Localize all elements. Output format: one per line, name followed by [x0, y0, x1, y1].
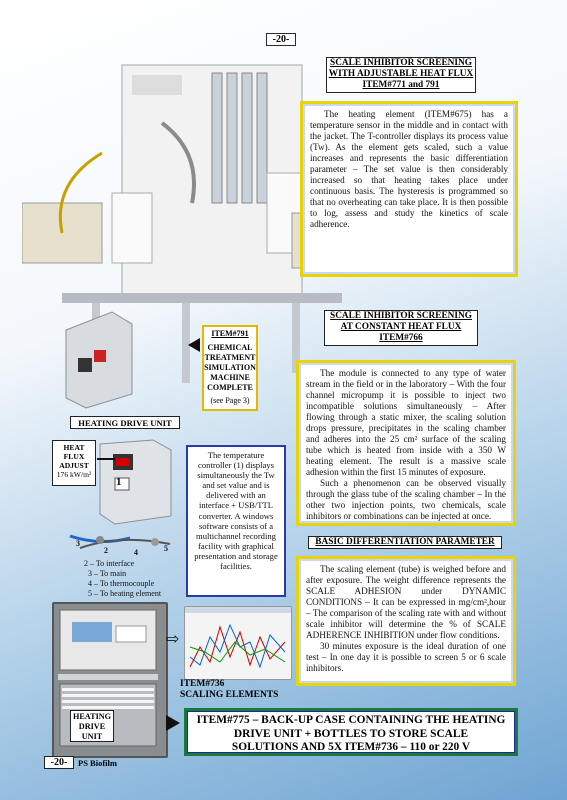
- section3-para2: 30 minutes exposure is the ideal duration of one test – In one day it is possible to screen 5 or 6 scale inhibitors.: [306, 641, 506, 673]
- page-number-top: -20-: [266, 33, 296, 46]
- section2-para1: The module is connected to any type of water stream in the field or in the laboratory – With the four channel micropump it is possible to inject two incompatible solutions simultaneously – After flowing through a static mixer, the scaling solution drops pressure, precipitates in the scaling chamber and adheres into the 25 cm² surface of the scaling tube which is heated from inside with a 350 W heating element. The result is a massive scale adhesion within the first 15 minutes of exposure.: [306, 368, 506, 477]
- connector-legend-4: 4 – To thermocouple: [88, 579, 155, 588]
- section2-title-line1: SCALE INHIBITOR SCREENING: [330, 311, 472, 321]
- section2-body-box: [296, 360, 516, 526]
- controller-text-box: [186, 445, 286, 597]
- section2-title-line3: ITEM#766: [379, 333, 423, 343]
- arrow-right-icon: ⇨: [166, 631, 180, 648]
- section3-body-box: [296, 556, 516, 686]
- section3-title: BASIC DIFFERENTIATION PARAMETER: [315, 537, 495, 547]
- item791-ref: (see Page 3): [210, 396, 250, 405]
- item775-line2: DRIVE UNIT + BOTTLES TO STORE SCALE: [233, 727, 469, 740]
- heat-flux-line1: HEAT: [63, 443, 85, 452]
- section1-title-line3: ITEM#771 and 791: [362, 80, 440, 90]
- section1-title-box: [326, 57, 476, 93]
- item791-line3: SIMULATION: [204, 363, 256, 372]
- connector-3-number: 3: [76, 539, 80, 548]
- controller-photo: [95, 436, 175, 526]
- item736-line1: ITEM#736: [180, 679, 225, 689]
- connector-2-number: 2: [104, 546, 108, 555]
- brand-footer: PS Biofilm: [78, 758, 117, 768]
- section2-para2: Such a phenomenon can be observed visually through the glass tube of the scaling chamber – In the other two injection points, two chemicals, scale inhibitors or combinations can be injected at once.: [306, 478, 506, 521]
- connector-legend-2: 2 – To interface: [84, 559, 135, 568]
- section3-title-box: [308, 536, 502, 549]
- connector-4-number: 4: [134, 548, 138, 557]
- section3-para1: The scaling element (tube) is weighed before and after exposure. The weight difference represents the SCALE ADHESION under DYNAMIC CONDITIONS – It can be expressed in mg/cm²,hour – The comparison of the scaling rate with and without scale inhibitor will determine the % of SCALE ADHERENCE INHIBITION under flow conditions.: [306, 564, 506, 640]
- heat-flux-box: [52, 440, 96, 486]
- software-chart-photo: [184, 606, 292, 680]
- page-number-bottom: -20-: [44, 756, 74, 769]
- item775-arrow-icon: [166, 715, 180, 731]
- item736-label: [180, 679, 278, 701]
- heat-flux-line3: ADJUST: [59, 461, 89, 470]
- item775-line3: SOLUTIONS AND 5X ITEM#736 – 110 or 220 V: [231, 741, 471, 753]
- section2-title-box: [324, 310, 478, 346]
- item791-arrow-icon: [188, 338, 200, 352]
- section1-title-line2: WITH ADJUSTABLE HEAT FLUX: [328, 69, 474, 79]
- item775-line1: ITEM#775 – BACK-UP CASE CONTAINING THE HEATING: [196, 714, 506, 726]
- heat-flux-line4: 176 kW/m²: [56, 470, 92, 479]
- heat-flux-line2: FLUX: [63, 452, 85, 461]
- item791-label: ITEM#791: [211, 329, 249, 338]
- item791-line1: CHEMICAL: [207, 343, 253, 352]
- heat-flux-arrow-icon: [97, 458, 115, 460]
- case-label-line3: UNIT: [81, 732, 103, 741]
- connector-legend-5: 5 – To heating element: [88, 589, 162, 598]
- connector-legend-3: 3 – To main: [88, 569, 127, 578]
- section1-title-line1: SCALE INHIBITOR SCREENING: [330, 58, 472, 68]
- section1-body: The heating element (ITEM#675) has a temperature sensor in the middle and in contact with the jacket. The T-controller displays its process value (Tw). As the element gets scaled, such a value increases and represents the basic differentiation parameter – The set value is then considerably increased so that heating takes place under continuous basis. The hysteresis is programmed so that no overheating can take place. It is then possible to log, assess and study the kinetics of scale adherence.: [310, 109, 508, 229]
- item791-line5: COMPLETE: [207, 383, 253, 392]
- connector-1-number: 1: [116, 476, 122, 488]
- case-label-line2: DRIVE: [78, 722, 106, 731]
- item791-line2: TREATMENT: [204, 353, 256, 362]
- item736-line2: SCALING ELEMENTS: [180, 690, 279, 700]
- section2-title-line2: AT CONSTANT HEAT FLUX: [340, 322, 462, 332]
- heating-drive-unit-photo: [64, 310, 134, 410]
- connector-5-number: 5: [164, 544, 168, 553]
- controller-text: The temperature controller (1) displays simultaneously the Tw and set value and is delivered with an interface + USB/TTL converter. A windows software consists of a multichannel recording facility with graphical presentation and storage facilities.: [194, 450, 278, 572]
- item791-line4: MACHINE: [210, 373, 250, 382]
- heating-drive-unit-label: HEATING DRIVE UNIT: [70, 416, 180, 429]
- case-label-box: [70, 710, 114, 742]
- section1-body-box: [300, 101, 518, 277]
- item791-box: [202, 325, 258, 411]
- item775-box: [184, 708, 518, 756]
- case-label-line1: HEATING: [72, 712, 112, 721]
